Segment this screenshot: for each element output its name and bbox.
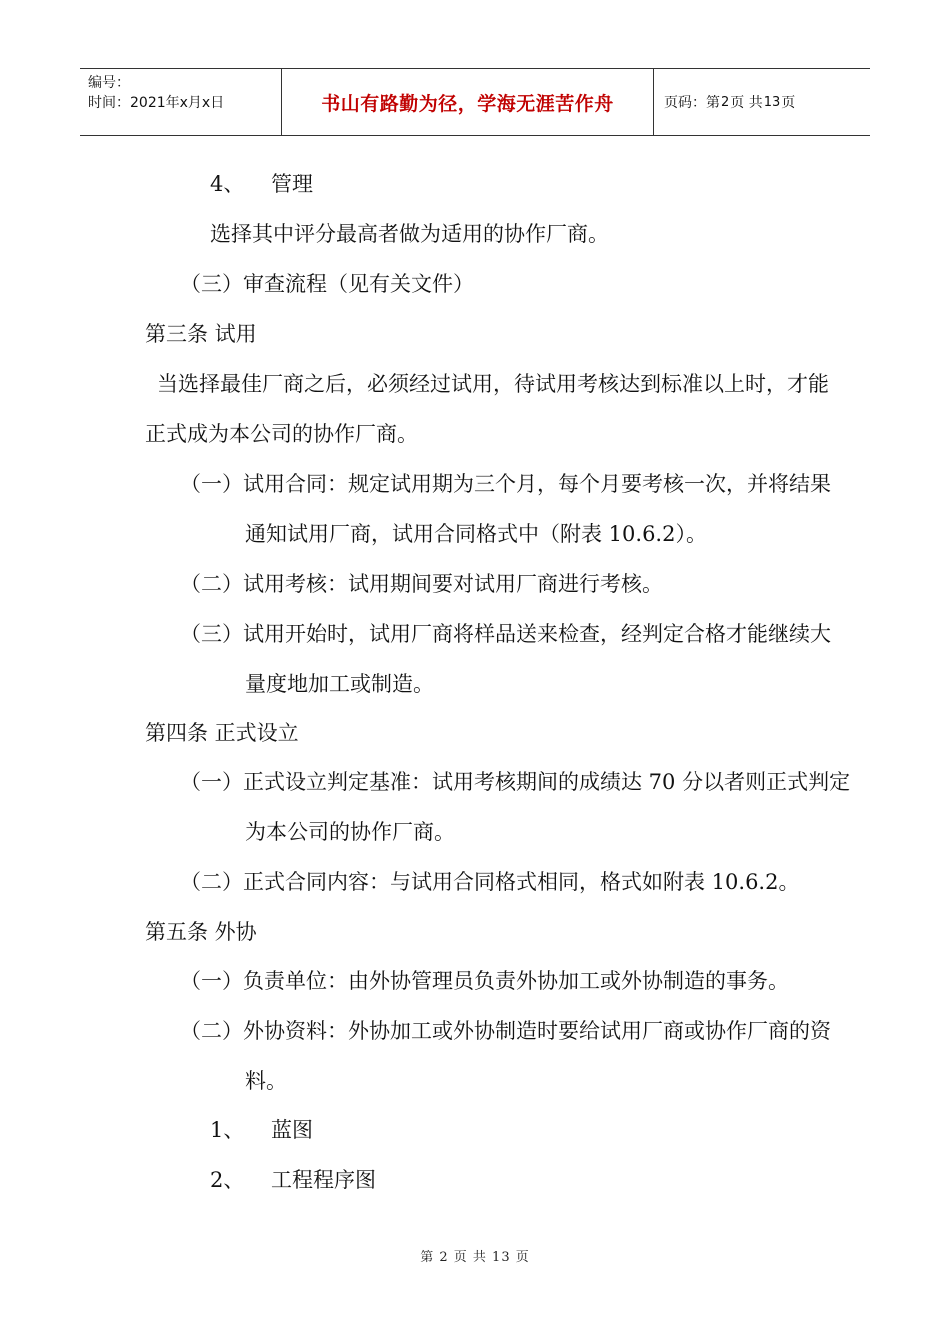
page-footer: 第 2 页 共 13 页 <box>420 1250 530 1265</box>
subsection-heading: （三）审查流程（见有关文件） <box>180 272 474 296</box>
paragraph-line: （一）试用合同：规定试用期为三个月，每个月要考核一次，并将结果 <box>180 472 831 496</box>
header-page-suffix: 页 <box>781 95 796 111</box>
header-page-indicator <box>654 69 870 135</box>
paragraph-line: （三）试用开始时，试用厂商将样品送来检查，经判定合格才能继续大 <box>180 622 831 646</box>
list-item-process-chart: 2、 工程程序图 <box>210 1168 377 1192</box>
paragraph-line: 选择其中评分最高者做为适用的协作厂商。 <box>210 222 609 246</box>
paragraph-line: 通知试用厂商，试用合同格式中（附表 10.6.2）。 <box>245 522 707 546</box>
list-item-blueprint: 1、 蓝图 <box>210 1118 314 1142</box>
header-meta <box>80 69 282 135</box>
article-heading-5: 第五条 外协 <box>145 920 257 944</box>
page-header <box>80 68 870 136</box>
paragraph-line: 正式成为本公司的协作厂商。 <box>145 422 418 446</box>
paragraph-line: 当选择最佳厂商之后，必须经过试用，待试用考核达到标准以上时，才能 <box>157 372 829 396</box>
paragraph-line: 料。 <box>245 1069 287 1093</box>
paragraph-line: 为本公司的协作厂商。 <box>245 820 455 844</box>
header-number-label: 编号： <box>88 75 130 91</box>
paragraph-line: （二）正式合同内容：与试用合同格式相同，格式如附表 10.6.2。 <box>180 870 800 894</box>
header-page-mid: 页 共 <box>730 95 763 111</box>
paragraph-line: （一）负责单位：由外协管理员负责外协加工或外协制造的事务。 <box>180 969 789 993</box>
article-heading-4: 第四条 正式设立 <box>145 721 299 745</box>
header-motto: 书山有路勤为径，学海无涯苦作舟 <box>282 69 654 135</box>
header-page-total: 13 <box>763 94 781 110</box>
paragraph-line: （二）试用考核：试用期间要对试用厂商进行考核。 <box>180 572 663 596</box>
paragraph-line: （一）正式设立判定基准：试用考核期间的成绩达 70 分以者则正式判定 <box>180 770 851 794</box>
article-heading-3: 第三条 试用 <box>145 322 257 346</box>
header-date: 时间：2021年x月x日 <box>88 95 225 111</box>
list-item-management: 4、 管理 <box>210 172 314 196</box>
header-page-prefix: 页码：第 <box>664 95 720 111</box>
paragraph-line: 量度地加工或制造。 <box>245 672 434 696</box>
header-page-current: 2 <box>721 94 730 110</box>
paragraph-line: （二）外协资料：外协加工或外协制造时要给试用厂商或协作厂商的资 <box>180 1019 831 1043</box>
